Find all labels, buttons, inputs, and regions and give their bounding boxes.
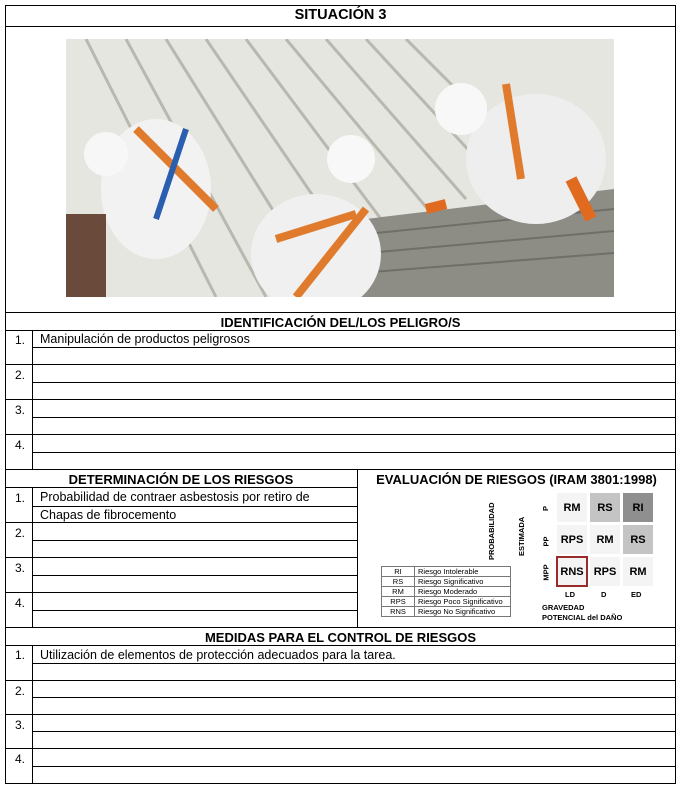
legend-desc: Riesgo Poco Significativo [415, 597, 511, 607]
risk-number: 3. [14, 561, 25, 575]
control-number: 1. [14, 648, 25, 662]
risk-text-line1[interactable]: Probabilidad de contraer asbestosis por retiro de [40, 490, 310, 504]
legend-desc: Riesgo Moderado [415, 587, 511, 597]
hazards-header: IDENTIFICACIÓN DEL/LOS PELIGRO/S [220, 315, 461, 330]
risk-number: 1. [14, 491, 25, 505]
hazard-number: 3. [14, 403, 25, 417]
hazard-number: 4. [14, 438, 25, 452]
hazard-number: 2. [14, 368, 25, 382]
evaluation-header: EVALUACIÓN DE RIESGOS (IRAM 3801:1998) [376, 472, 657, 487]
legend-desc: Riesgo No Significativo [415, 607, 511, 617]
risk-text-line2[interactable]: Chapas de fibrocemento [40, 508, 177, 522]
row-label: PP [541, 536, 551, 547]
hazard-number: 1. [14, 333, 25, 347]
x-axis-label: POTENCIAL del DAÑO [542, 613, 623, 622]
row-label: P [541, 505, 551, 512]
matrix-cell-rps: RPS [556, 524, 588, 555]
matrix-cell-rm: RM [589, 524, 621, 555]
matrix-cell-rm: RM [556, 492, 588, 523]
matrix-cell-ri: RI [622, 492, 654, 523]
matrix-cell-rs: RS [622, 524, 654, 555]
legend-code: RNS [382, 607, 415, 617]
legend-code: RM [382, 587, 415, 597]
legend-code: RS [382, 577, 415, 587]
matrix-cell-rns: RNS [556, 556, 588, 587]
workers-roof-photo [66, 39, 614, 297]
risk-number: 4. [14, 596, 25, 610]
risk-legend [381, 566, 511, 617]
matrix-cell-rps: RPS [589, 556, 621, 587]
col-label: D [601, 590, 607, 599]
matrix-cell-rm: RM [622, 556, 654, 587]
page-title: SITUACIÓN 3 [294, 7, 387, 23]
legend-desc: Riesgo Intolerable [415, 567, 511, 577]
legend-desc: Riesgo Significativo [415, 577, 511, 587]
risks-header: DETERMINACIÓN DE LOS RIESGOS [68, 472, 294, 487]
legend-code: RPS [382, 597, 415, 607]
matrix-cell-rs: RS [589, 492, 621, 523]
hazard-text[interactable]: Manipulación de productos peligrosos [40, 332, 250, 346]
y-axis-label: ESTIMADA [517, 516, 526, 556]
risk-number: 2. [14, 526, 25, 540]
x-axis-label: GRAVEDAD [542, 603, 585, 612]
col-label: ED [631, 590, 642, 599]
y-axis-label: PROBABILIDAD [487, 502, 496, 560]
control-number: 3. [14, 718, 25, 732]
row-label: MPP [541, 564, 551, 581]
control-text[interactable]: Utilización de elementos de protección adecuados para la tarea. [40, 648, 396, 662]
legend-code: RI [382, 567, 415, 577]
controls-header: MEDIDAS PARA EL CONTROL DE RIESGOS [204, 630, 477, 645]
control-number: 4. [14, 752, 25, 766]
control-number: 2. [14, 684, 25, 698]
col-label: LD [565, 590, 575, 599]
